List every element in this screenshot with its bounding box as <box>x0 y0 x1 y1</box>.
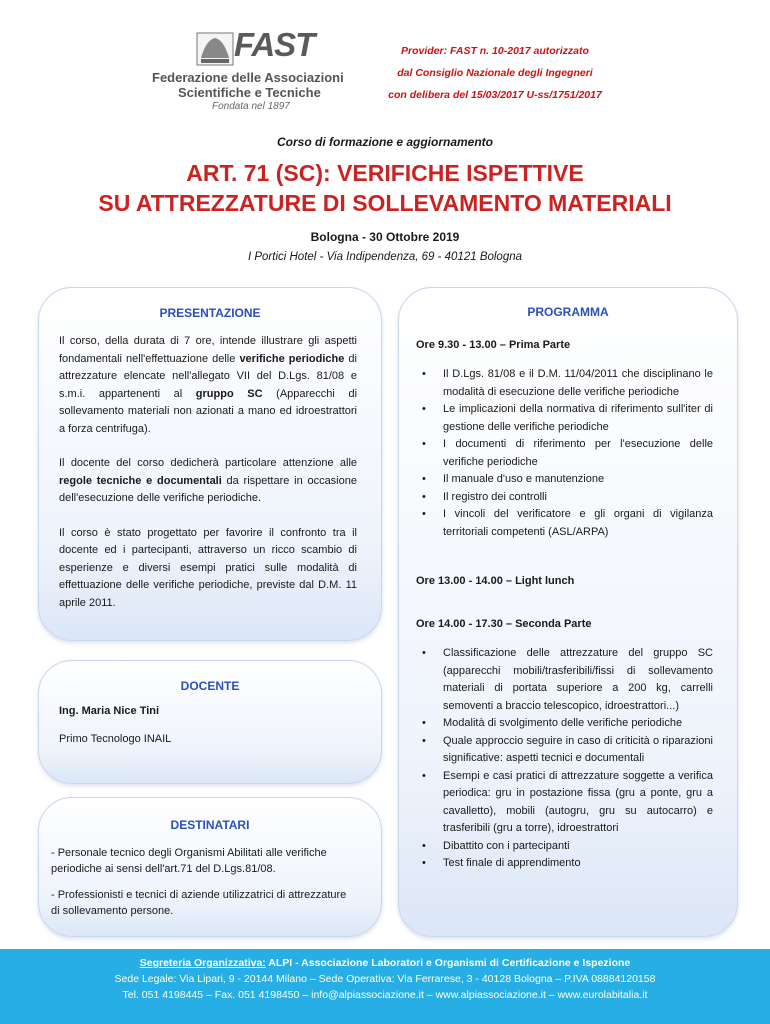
program-item-text: Le implicazioni della normativa di riferimento sull'iter di gestione delle verifiche periodiche <box>443 403 713 433</box>
destinatari-heading: DESTINATARI <box>170 818 250 832</box>
course-type: Corso di formazione e aggiornamento <box>276 135 494 149</box>
fast-logo <box>150 28 362 113</box>
program-item-text: Modalità di svolgimento delle verifiche periodiche <box>443 717 683 729</box>
bullet-icon: • <box>422 473 426 485</box>
fast-emblem-icon <box>196 32 234 66</box>
program-item <box>416 733 713 768</box>
footer <box>0 949 770 1024</box>
program-item-text: I documenti di riferimento per l'esecuzione delle verifiche periodiche <box>443 438 713 468</box>
session-3-heading: Ore 14.00 - 17.30 – Seconda Parte <box>416 618 592 630</box>
destinatari-item-2: - Professionisti e tecnici di aziende utilizzatrici di attrezzature di sollevamento persone. <box>51 889 347 917</box>
program-item-text: Test finale di apprendimento <box>443 857 581 869</box>
program-item-text: Il registro dei controlli <box>443 490 547 503</box>
provider-line-3: con delibera del 15/03/2017 U-ss/1751/2017 <box>388 89 602 101</box>
footer-secretariat: Segreteria Organizzativa: ALPI - Associazione Laboratori e Organismi di Certificazione e Ispezione <box>139 957 631 969</box>
provider-line-1: Provider: FAST n. 10-2017 autorizzato <box>401 45 589 57</box>
programma-heading: PROGRAMMA <box>527 305 609 319</box>
bullet-icon: • <box>422 769 426 782</box>
program-item-text: Il D.Lgs. 81/08 e il D.M. 11/04/2011 che disciplinano le modalità di esecuzione delle verifiche periodiche <box>443 368 713 398</box>
program-item <box>416 715 713 733</box>
program-item <box>416 855 713 873</box>
program-item-text: Quale approccio seguire in caso di criticità o riparazioni significative: aspetti tecnici e documentali <box>443 734 713 764</box>
logo-line-2: Scientifiche e Tecniche <box>178 85 321 100</box>
provider-info <box>370 40 620 106</box>
program-item-text: I vincoli del verificatore e gli organi di vigilanza territoriali competenti (ASL/ARPA) <box>443 508 713 538</box>
program-item <box>416 471 713 489</box>
program-item <box>416 768 713 838</box>
destinatari-item-1: - Personale tecnico degli Organismi Abilitati alle verifiche periodiche ai sensi dell'art.71 del D.Lgs.81/08. <box>51 847 327 875</box>
program-item <box>416 489 713 507</box>
program-item-text: Il manuale d'uso e manutenzione <box>443 473 605 485</box>
bullet-icon: • <box>422 857 426 869</box>
session-3-list <box>416 645 713 873</box>
bullet-icon: • <box>422 368 426 380</box>
secretariat-label: Segreteria Organizzativa: <box>139 957 266 969</box>
bullet-icon: • <box>422 647 426 659</box>
program-item-text: Dibattito con i partecipanti <box>443 839 570 852</box>
program-item <box>416 645 713 715</box>
docente-card <box>38 660 382 784</box>
bullet-icon: • <box>422 734 426 747</box>
event-venue: I Portici Hotel - Via Indipendenza, 69 - 40121 Bologna <box>247 251 523 263</box>
destinatari-card <box>38 797 382 937</box>
provider-line-2: dal Consiglio Nazionale degli Ingegneri <box>397 67 593 79</box>
program-item <box>416 401 713 436</box>
program-item <box>416 436 713 471</box>
presentazione-heading: PRESENTAZIONE <box>159 306 261 320</box>
docente-heading: DOCENTE <box>180 679 240 693</box>
title-line-2: SU ATTREZZATURE DI SOLLEVAMENTO MATERIALI <box>98 190 672 216</box>
presentazione-paragraph-3: Il corso è stato progettato per favorire il confronto tra il docente ed i partecipanti, attraverso un ricco scambio di esperienze e diversi esempi pratici sulle modalità di effettuazione delle verifiche periodiche, previste dal D.M. 11 aprile 2011. <box>59 526 357 609</box>
logo-founded: Fondata nel 1897 <box>212 101 290 112</box>
session-1-heading: Ore 9.30 - 13.00 – Prima Parte <box>416 339 571 351</box>
session-2-heading: Ore 13.00 - 14.00 – Light lunch <box>416 575 575 587</box>
program-item <box>416 838 713 856</box>
page-title <box>0 158 770 218</box>
title-line-1: ART. 71 (SC): VERIFICHE ISPETTIVE <box>186 160 584 186</box>
bullet-icon: • <box>422 438 426 450</box>
bullet-icon: • <box>422 490 426 503</box>
program-item <box>416 506 713 541</box>
program-item <box>416 366 713 401</box>
logo-wordmark: FAST <box>234 26 315 63</box>
presentazione-paragraph-2: Il docente del corso dedicherà particolare attenzione alle regole tecniche e documentali da rispettare in occasione dell'esecuzione delle verifiche periodiche. <box>59 457 357 504</box>
bullet-icon: • <box>422 508 426 520</box>
program-item-text: Classificazione delle attrezzature del gruppo SC (apparecchi mobili/trasferibili/fissi di sollevamento materiali di portata superiore a 200 kg, carrelli semoventi a braccio telescopico, idroestrattori...) <box>443 647 713 712</box>
docente-role: Primo Tecnologo INAIL <box>59 733 172 745</box>
presentazione-paragraph-1: Il corso, della durata di 7 ore, intende illustrare gli aspetti fondamentali nell'effettuazione delle verifiche periodiche di attrezzature elencate nell'allegato VII del D.Lgs. 81/08 e s.m.i. appartenenti al gruppo SC (Apparecchi di sollevamento materiali non azionati a mano ed idroestrattori a forza centrifuga). <box>59 335 358 435</box>
footer-addresses: Sede Legale: Via Lipari, 9 - 20144 Milano – Sede Operativa: Via Ferrarese, 3 - 40128 Bologna – P.IVA 08884120158 <box>114 973 656 985</box>
logo-line-1: Federazione delle Associazioni <box>152 70 344 85</box>
bullet-icon: • <box>422 403 426 415</box>
bullet-icon: • <box>422 839 426 852</box>
presentazione-card <box>38 287 382 641</box>
program-item-text: Esempi e casi pratici di attrezzature soggette a verifica periodica: gru in postazione fissa (gru a ponte, gru a cavalletto), mobili (autogru, gru su autocarro) e trasferibili (gru a torre), idroestrattori <box>443 769 713 834</box>
docente-name: Ing. Maria Nice Tini <box>59 705 160 717</box>
programma-card <box>398 287 738 937</box>
footer-contacts: Tel. 051 4198445 – Fax. 051 4198450 – info@alpiassociazione.it – www.alpiassociazione.it – www.eurolabitalia.it <box>122 989 648 1001</box>
session-1-list <box>416 366 713 541</box>
event-date: Bologna - 30 Ottobre 2019 <box>310 230 460 244</box>
bullet-icon: • <box>422 717 426 729</box>
